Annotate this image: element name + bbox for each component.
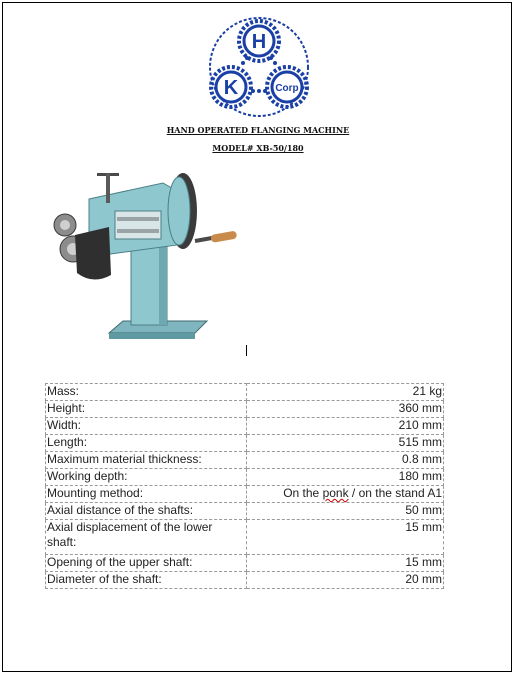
spec-label: Length: xyxy=(46,435,247,452)
spec-value: 360 mm xyxy=(247,401,444,418)
gear-corp-icon xyxy=(267,67,307,107)
spec-value: 210 mm xyxy=(247,418,444,435)
text-cursor xyxy=(246,345,247,356)
company-logo xyxy=(203,11,315,121)
spec-label: Mass: xyxy=(46,384,247,401)
spec-value: 20 mm xyxy=(247,572,444,589)
gear-h-icon xyxy=(239,21,279,61)
table-row xyxy=(46,572,444,589)
spec-label: Diameter of the shaft: xyxy=(46,572,247,589)
flanging-machine-image xyxy=(45,163,245,345)
spec-label: Opening of the upper shaft: xyxy=(46,555,247,572)
document-title: HAND OPERATED FLANGING MACHINE xyxy=(166,125,350,135)
spec-value xyxy=(247,486,444,503)
table-row xyxy=(46,435,444,452)
spec-value-pre: On the xyxy=(283,486,323,500)
spec-value: 180 mm xyxy=(247,469,444,486)
spec-label: Width: xyxy=(46,418,247,435)
spec-label: Axial distance of the shafts: xyxy=(46,503,247,520)
logo-word-corp: Corp xyxy=(275,83,299,94)
specifications-table xyxy=(45,383,444,589)
spec-value: 0.8 mm xyxy=(247,452,444,469)
spec-value: 50 mm xyxy=(247,503,444,520)
document-page xyxy=(2,2,512,672)
table-row xyxy=(46,503,444,520)
spec-value: 515 mm xyxy=(247,435,444,452)
spec-label: Mounting method: xyxy=(46,486,247,503)
table-row xyxy=(46,555,444,572)
table-row xyxy=(46,486,444,503)
spec-value-post: / on the stand A1 xyxy=(348,486,442,500)
spec-label: Working depth: xyxy=(46,469,247,486)
table-row xyxy=(46,401,444,418)
spellcheck-word: ponk xyxy=(322,486,349,500)
logo-letter-k: K xyxy=(223,77,239,99)
table-row xyxy=(46,520,444,555)
spec-value: 15 mm xyxy=(247,520,444,555)
spec-label: Maximum material thickness: xyxy=(46,452,247,469)
table-row xyxy=(46,469,444,486)
spec-value: 21 kg xyxy=(247,384,444,401)
table-row xyxy=(46,384,444,401)
spec-value: 15 mm xyxy=(247,555,444,572)
logo-letter-h: H xyxy=(251,31,267,53)
gear-k-icon xyxy=(211,67,251,107)
spec-label: Axial displacement of the lower shaft: xyxy=(46,520,247,555)
table-row xyxy=(46,452,444,469)
model-number: MODEL# XB-50/180 xyxy=(212,143,304,153)
table-row xyxy=(46,418,444,435)
spec-label: Height: xyxy=(46,401,247,418)
